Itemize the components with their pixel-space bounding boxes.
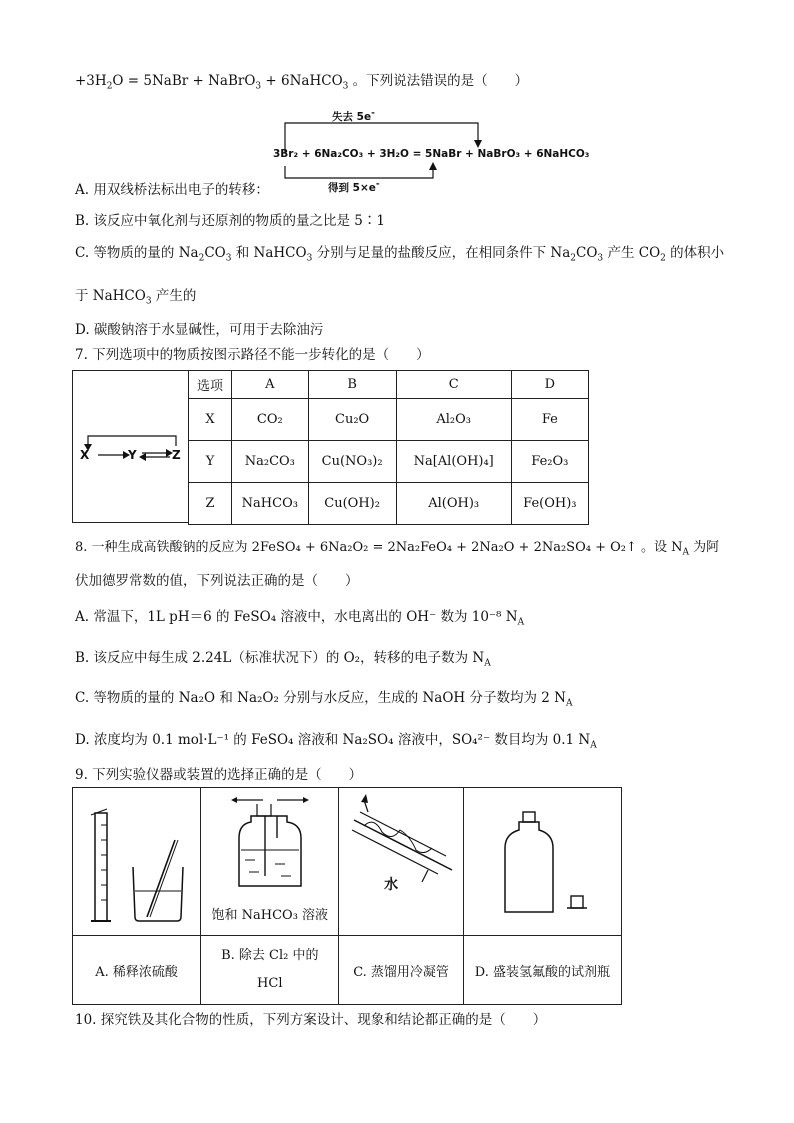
diagram-x: X <box>80 448 90 462</box>
q6-option-d: D. 碳酸钠溶于水显碱性，可用于去除油污 <box>75 322 324 338</box>
eq-part: + 6NaHCO <box>261 73 343 89</box>
q8-option-a <box>75 608 524 626</box>
option-b-line2: HCl <box>257 976 283 991</box>
q6-option-b: B. 该反应中氧化剂与还原剂的物质的量之比是 5∶1 <box>75 213 385 229</box>
row-label: X <box>189 399 232 441</box>
header-cell: 选项 <box>189 371 232 399</box>
gas-wash-bottle-image <box>205 788 335 896</box>
q8-stem-line2: 伏加德罗常数的值，下列说法正确的是（ ） <box>75 573 359 589</box>
eq-part: O = 5NaBr + NaBrO <box>112 73 256 89</box>
diagram-z: Z <box>172 448 181 462</box>
table-cell: Na[Al(OH)₄] <box>396 441 511 483</box>
c-part: 于 NaHCO <box>75 288 146 304</box>
q8-opt-text: A. 常温下，1L pH＝6 的 FeSO₄ 溶液中，水电离出的 OH⁻ 数为 10⁻⁸ N <box>75 609 518 625</box>
q9-table <box>72 787 622 1005</box>
eq-sub: 2 <box>106 81 113 92</box>
header-cell: A <box>232 371 308 399</box>
q8-option-d <box>75 731 597 749</box>
table-cell: Fe(OH)₃ <box>511 483 588 525</box>
cylinder-beaker-cell <box>73 788 201 936</box>
c-part: C. 等物质的量的 Na <box>75 245 199 261</box>
option-a-label: A. 稀释浓硫酸 <box>73 936 201 1005</box>
q8-sub: A <box>517 617 525 628</box>
q8-option-c <box>75 689 572 707</box>
q8-part: 为阿 <box>689 540 720 555</box>
option-d-label: D. 盛装氢氟酸的试剂瓶 <box>463 936 621 1005</box>
header-cell: C <box>396 371 511 399</box>
q8-stem-line1 <box>75 539 719 557</box>
q6-option-a: A. 用双线桥法标出电子的转移： <box>75 182 269 198</box>
header-cell: D <box>511 371 588 399</box>
eq-part: +3H <box>75 73 107 89</box>
q8-part: 8. 一种生成高铁酸钠的反应为 2FeSO₄ + 6Na₂O₂ = 2Na₂FeO₄ + 2Na₂O + 2Na₂SO₄ + O₂↑ 。设 N <box>75 540 683 555</box>
table-cell: Al₂O₃ <box>396 399 511 441</box>
table-cell: Na₂CO₃ <box>232 441 308 483</box>
transfer-equation: 3Br₂ + 6Na₂CO₃ + 3H₂O = 5NaBr + NaBrO₃ + 6NaHCO₃ <box>273 148 590 160</box>
table-cell: Fe₂O₃ <box>511 441 588 483</box>
c-part: 分别与足量的盐酸反应，在相同条件下 Na <box>312 245 571 261</box>
lose-electrons-label: 失去 5e- <box>332 108 375 123</box>
c-part: CO <box>204 245 226 261</box>
option-b-line1: B. 除去 Cl₂ 中的 <box>221 948 319 963</box>
lose-text: 失去 5e <box>332 111 372 123</box>
reagent-bottle-cell <box>463 788 621 936</box>
table-cell: Al(OH)₃ <box>396 483 511 525</box>
c-part: CO <box>576 245 598 261</box>
q7-stem: 7. 下列选项中的物质按图示路径不能一步转化的是（ ） <box>75 347 430 363</box>
q8-sub: A <box>565 698 573 709</box>
q7-table <box>188 370 589 525</box>
q6-option-c-cont: 于 NaHCO$_3$ 产生的 <box>75 288 197 307</box>
q8-option-b <box>75 649 491 667</box>
row-label: Z <box>189 483 232 525</box>
condenser-cell <box>339 788 463 936</box>
eq-sub: 3 <box>255 81 262 92</box>
c-part: 和 NaHCO <box>231 245 307 261</box>
table-cell: CO₂ <box>232 399 308 441</box>
option-b-label <box>201 936 339 1005</box>
table-cell: Cu(NO₃)₂ <box>308 441 396 483</box>
q8-opt-text: B. 该反应中每生成 2.24L（标准状况下）的 O₂，转移的电子数为 N <box>75 650 485 666</box>
table-cell: NaHCO₃ <box>232 483 308 525</box>
q8-sub: A <box>682 547 690 558</box>
table-cell: Cu₂O <box>308 399 396 441</box>
water-label: 水 <box>384 876 399 893</box>
cylinder-beaker-image <box>77 795 197 925</box>
q9-stem: 9. 下列实验仪器或装置的选择正确的是（ ） <box>75 767 363 783</box>
gas-wash-bottle-cell <box>201 788 339 936</box>
row-label: Y <box>189 441 232 483</box>
q8-opt-text: C. 等物质的量的 Na₂O 和 Na₂O₂ 分别与水反应，生成的 NaOH 分子数均为 2 N <box>75 690 566 706</box>
q8-sub: A <box>484 658 491 669</box>
table-cell: Cu(OH)₂ <box>308 483 396 525</box>
q10-stem: 10. 探究铁及其化合物的性质，下列方案设计、现象和结论都正确的是（ ） <box>75 1012 547 1028</box>
q6-equation-line <box>75 72 528 90</box>
gain-electrons-label: 得到 5×e- <box>328 179 380 194</box>
bottle-label: 饱和 NaHCO₃ 溶液 <box>211 908 329 923</box>
c-part: 产生 CO <box>603 245 661 261</box>
diagram-y: Y <box>128 448 137 462</box>
q8-sub: A <box>590 740 597 751</box>
q6-option-c: C. 等物质的量的 $Na_2CO_3$ 和 NaHCO$_3$ 分别与足量的盐酸反应，在相同条件下 $Na_2CO_3$ 产生 $CO_2$ 的体积小 <box>75 245 725 264</box>
header-cell: B <box>308 371 396 399</box>
eq-part: 。下列说法错误的是（ ） <box>348 73 529 89</box>
c-part: 的体积小 <box>665 245 725 261</box>
option-c-label: C. 蒸馏用冷凝管 <box>339 936 463 1005</box>
table-cell: Fe <box>511 399 588 441</box>
eq-sub: 3 <box>342 81 349 92</box>
c-part: 产生的 <box>151 288 197 304</box>
gain-text: 得到 5×e <box>328 182 376 194</box>
q8-opt-text: D. 浓度均为 0.1 mol·L⁻¹ 的 FeSO₄ 溶液和 Na₂SO₄ 溶液中，SO₄²⁻ 数目均为 0.1 N <box>75 732 591 748</box>
reagent-bottle-image <box>467 800 617 920</box>
